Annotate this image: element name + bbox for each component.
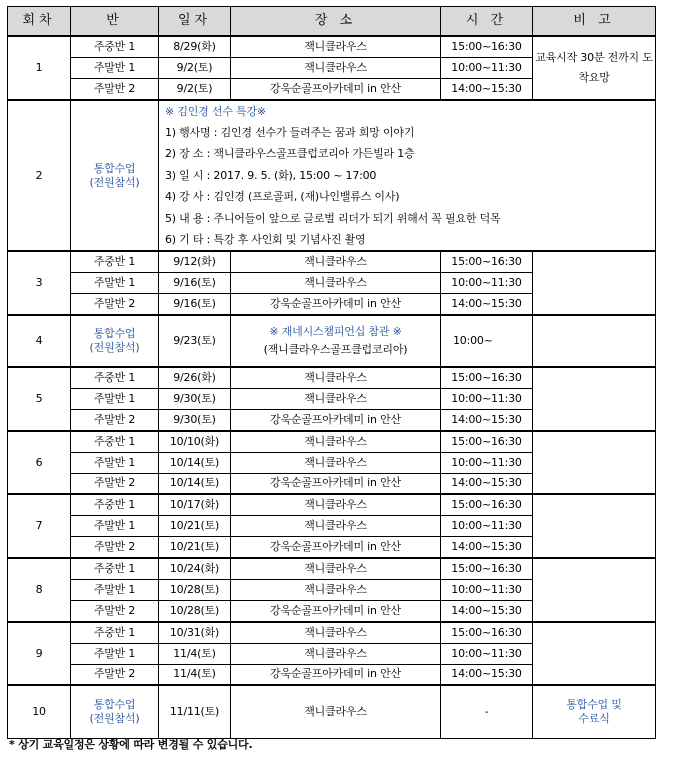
special-lecture-line: 4) 강 사 : 김인경 (프로골퍼, (재)나인밸류스 이사): [165, 190, 400, 204]
table-row: [8, 622, 656, 643]
date-cell: 9/2(토): [159, 78, 231, 99]
note-cell: 교육시작 30분 전까지 도착요망: [533, 36, 656, 100]
time-cell: 15:00~16:30: [441, 494, 533, 515]
header-note: 비 고: [533, 7, 656, 37]
header-round: 회차: [8, 7, 71, 37]
time-cell: 15:00~16:30: [441, 36, 533, 57]
special-lecture-line: 1) 행사명 : 김인경 선수가 들려주는 꿈과 희망 이야기: [165, 126, 415, 140]
header-date: 일자: [159, 7, 231, 37]
place-cell: 잭니클라우스: [231, 579, 441, 600]
time-cell: 10:00~11:30: [441, 57, 533, 78]
table-row: [8, 100, 656, 252]
class-cell: 주말반 2: [71, 294, 159, 315]
table-row: [8, 251, 656, 272]
place-cell: 강욱순골프아카데미 in 안산: [231, 600, 441, 621]
round-number: 1: [8, 36, 71, 100]
class-cell: 주말반 1: [71, 579, 159, 600]
date-cell: 11/4(토): [159, 664, 231, 685]
note-cell: [533, 251, 656, 315]
date-cell: 9/30(토): [159, 388, 231, 409]
class-cell: 주말반 2: [71, 473, 159, 494]
class-cell: 주말반 2: [71, 664, 159, 685]
schedule-table: [7, 6, 656, 739]
round-number: 6: [8, 431, 71, 495]
class-cell: 주중반 1: [71, 36, 159, 57]
date-cell: 8/29(화): [159, 36, 231, 57]
date-cell: 9/16(토): [159, 294, 231, 315]
round-number: 5: [8, 367, 71, 431]
class-cell: 주중반 1: [71, 431, 159, 452]
date-cell: 10/24(화): [159, 558, 231, 579]
date-cell: 10/14(토): [159, 473, 231, 494]
table-row: [8, 558, 656, 579]
place-cell: 강욱순골프아카데미 in 안산: [231, 664, 441, 685]
class-cell: 주말반 1: [71, 516, 159, 537]
time-cell: -: [441, 685, 533, 739]
note-cell: [533, 315, 656, 367]
date-cell: 9/2(토): [159, 57, 231, 78]
combined-class-label: 통합수업: [93, 698, 136, 712]
place-cell: 잭니클라우스: [231, 558, 441, 579]
note-cell: [533, 431, 656, 495]
note-cell: [533, 558, 656, 622]
place-cell: 잭니클라우스: [231, 622, 441, 643]
note-cell: [533, 685, 656, 739]
class-cell: [71, 315, 159, 367]
header-class: 반: [71, 7, 159, 37]
date-cell: 9/26(화): [159, 367, 231, 388]
place-cell: 강욱순골프아카데미 in 안산: [231, 537, 441, 558]
round-number: 2: [8, 100, 71, 252]
table-row: [8, 431, 656, 452]
place-cell: [231, 315, 441, 367]
place-cell: 잭니클라우스: [231, 57, 441, 78]
time-cell: 10:00~11:30: [441, 643, 533, 664]
time-cell: 15:00~16:30: [441, 431, 533, 452]
round-number: 3: [8, 251, 71, 315]
place-cell: 강욱순골프아카데미 in 안산: [231, 294, 441, 315]
table-row: [8, 494, 656, 515]
table-row: [8, 315, 656, 367]
time-cell: 15:00~16:30: [441, 558, 533, 579]
class-cell: 주말반 1: [71, 452, 159, 473]
date-cell: 9/12(화): [159, 251, 231, 272]
header-row: [8, 7, 656, 37]
class-cell: 주말반 1: [71, 643, 159, 664]
attendance-label: (전원참석): [89, 341, 140, 355]
note-cell: [533, 622, 656, 686]
date-cell: 9/30(토): [159, 409, 231, 430]
date-cell: 11/4(토): [159, 643, 231, 664]
time-cell: 14:00~15:30: [441, 664, 533, 685]
header-time: 시 간: [441, 7, 533, 37]
place-cell: 잭니클라우스: [231, 388, 441, 409]
class-cell: 주말반 2: [71, 600, 159, 621]
place-cell: 잭니클라우스: [231, 516, 441, 537]
class-cell: 주말반 1: [71, 388, 159, 409]
place-cell: 잭니클라우스: [231, 36, 441, 57]
date-cell: 10/28(토): [159, 579, 231, 600]
table-row: [8, 685, 656, 739]
place-cell: 잭니클라우스: [231, 452, 441, 473]
footnote: * 상기 교육일정은 상황에 따라 변경될 수 있습니다.: [9, 738, 253, 751]
round-number: 9: [8, 622, 71, 686]
special-lecture-line: 2) 장 소 : 잭니클라우스골프클럽코리아 가든빌라 1층: [165, 147, 415, 161]
time-cell: 14:00~15:30: [441, 409, 533, 430]
class-cell: [71, 100, 159, 252]
note-cell: [533, 494, 656, 558]
place-cell: 잭니클라우스: [231, 685, 441, 739]
place-cell: 잭니클라우스: [231, 273, 441, 294]
place-cell: 잭니클라우스: [231, 251, 441, 272]
header-place: 장 소: [231, 7, 441, 37]
class-cell: 주말반 2: [71, 409, 159, 430]
attendance-label: (전원참석): [89, 712, 140, 726]
table-row: [8, 367, 656, 388]
class-cell: 주중반 1: [71, 251, 159, 272]
time-cell: 10:00~11:30: [441, 516, 533, 537]
time-cell: 10:00~11:30: [441, 452, 533, 473]
date-cell: 10/14(토): [159, 452, 231, 473]
class-cell: 주말반 2: [71, 537, 159, 558]
class-cell: 주중반 1: [71, 367, 159, 388]
time-cell: 14:00~15:30: [441, 537, 533, 558]
round-number: 10: [8, 685, 71, 739]
time-cell: 10:00~11:30: [441, 388, 533, 409]
time-cell: 10:00~: [441, 315, 533, 367]
place-cell: 강욱순골프아카데미 in 안산: [231, 78, 441, 99]
time-cell: 10:00~11:30: [441, 273, 533, 294]
combined-class-label: 통합수업: [93, 161, 136, 175]
place-cell: 잭니클라우스: [231, 494, 441, 515]
date-cell: 10/31(화): [159, 622, 231, 643]
special-lecture-line: 5) 내 용 : 주니어들이 앞으로 글로벌 리더가 되기 위해서 꼭 필요한 덕목: [165, 211, 501, 225]
class-cell: 주말반 1: [71, 273, 159, 294]
date-cell: 11/11(토): [159, 685, 231, 739]
class-cell: 주중반 1: [71, 622, 159, 643]
note-line: 수료식: [578, 712, 610, 726]
special-lecture-title: ※ 김인경 선수 특강※: [165, 104, 266, 118]
special-lecture-line: 3) 일 시 : 2017. 9. 5. (화), 15:00 ~ 17:00: [165, 168, 377, 182]
event-title: ※ 재네시스챔피언십 참관 ※: [269, 325, 402, 339]
note-cell: [533, 367, 656, 431]
round-number: 8: [8, 558, 71, 622]
date-cell: 9/16(토): [159, 273, 231, 294]
class-cell: 주말반 1: [71, 57, 159, 78]
time-cell: 15:00~16:30: [441, 622, 533, 643]
class-cell: 주말반 2: [71, 78, 159, 99]
round-number: 4: [8, 315, 71, 367]
combined-class-label: 통합수업: [93, 327, 136, 341]
place-cell: 잭니클라우스: [231, 431, 441, 452]
note-line: 통합수업 및: [566, 698, 622, 712]
place-cell: 잭니클라우스: [231, 367, 441, 388]
attendance-label: (전원참석): [89, 175, 140, 189]
date-cell: 10/21(토): [159, 537, 231, 558]
date-cell: 10/21(토): [159, 516, 231, 537]
place-cell: 잭니클라우스: [231, 643, 441, 664]
time-cell: 15:00~16:30: [441, 251, 533, 272]
time-cell: 14:00~15:30: [441, 473, 533, 494]
time-cell: 15:00~16:30: [441, 367, 533, 388]
time-cell: 14:00~15:30: [441, 600, 533, 621]
date-cell: 9/23(토): [159, 315, 231, 367]
round-number: 7: [8, 494, 71, 558]
date-cell: 10/10(화): [159, 431, 231, 452]
place-cell: 강욱순골프아카데미 in 안산: [231, 409, 441, 430]
class-cell: [71, 685, 159, 739]
event-venue: (잭니클라우스골프클럽코리아): [263, 343, 408, 357]
date-cell: 10/17(화): [159, 494, 231, 515]
special-lecture-cell: [159, 100, 656, 252]
place-cell: 강욱순골프아카데미 in 안산: [231, 473, 441, 494]
class-cell: 주중반 1: [71, 494, 159, 515]
time-cell: 10:00~11:30: [441, 579, 533, 600]
table-row: [8, 36, 656, 57]
time-cell: 14:00~15:30: [441, 78, 533, 99]
special-lecture-line: 6) 기 타 : 특강 후 사인회 및 기념사진 촬영: [165, 233, 366, 247]
class-cell: 주중반 1: [71, 558, 159, 579]
time-cell: 14:00~15:30: [441, 294, 533, 315]
date-cell: 10/28(토): [159, 600, 231, 621]
